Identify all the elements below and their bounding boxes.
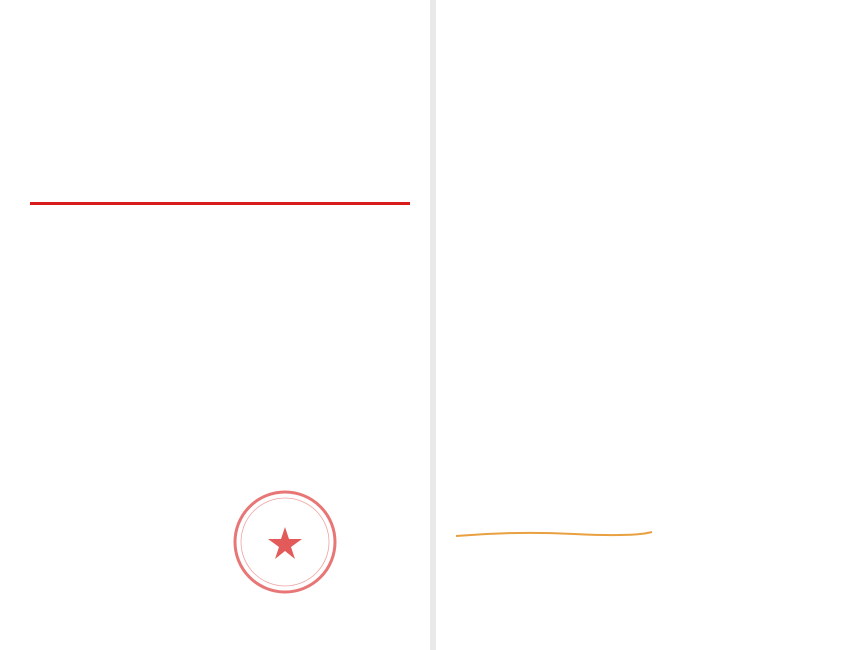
official-seal-icon bbox=[230, 487, 340, 597]
highlight-mark bbox=[454, 528, 654, 540]
body-paragraph bbox=[32, 342, 412, 361]
red-divider bbox=[30, 202, 410, 205]
right-page bbox=[436, 0, 866, 650]
left-page bbox=[0, 0, 430, 650]
